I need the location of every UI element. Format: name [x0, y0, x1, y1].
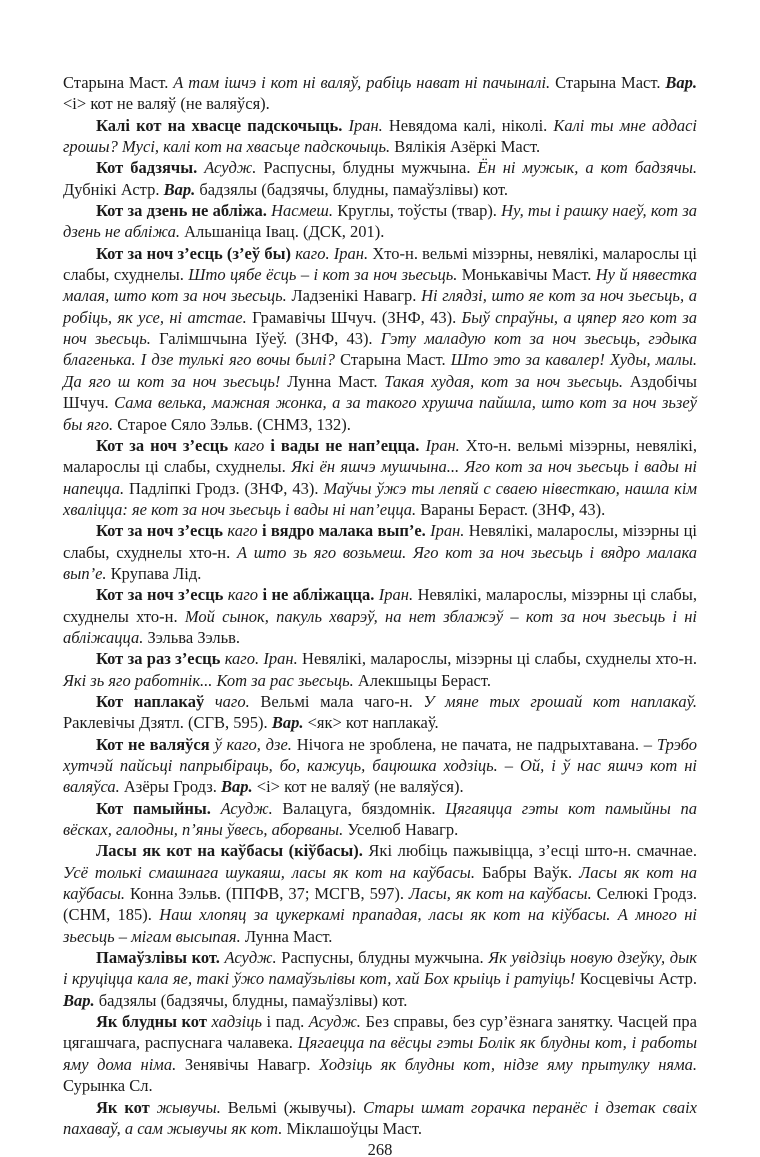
text-segment: <і> кот не валяў (не валяўся).: [63, 94, 270, 114]
text-segment: Ласы як кот на каўбасы (кіўбасы).: [96, 841, 369, 861]
text-segment: Насмеш.: [271, 201, 338, 221]
text-segment: Валацуга, бяздомнік.: [282, 798, 446, 818]
text-segment: Вар.: [271, 713, 308, 733]
text-segment: Кот не валяўся: [96, 734, 215, 754]
text-segment: Бабры Ваўк.: [481, 862, 580, 882]
text-segment: Лунна Маст.: [244, 926, 333, 946]
entry-kot-za-dzen-ne-ablizha: [63, 200, 697, 243]
text-segment: Кот за ноч з’есць: [96, 435, 235, 455]
text-segment: Кот наплакаў: [96, 691, 215, 711]
text-segment: Конна Зэльв. (ППФВ, 37; МСГВ, 597).: [129, 884, 409, 904]
text-segment: Раклевічы Дзятл. (СГВ, 595).: [63, 713, 272, 733]
text-segment: Невялікі, маларослы, мізэрны ці слабы, схуднелы хто-н.: [63, 521, 697, 562]
text-segment: Іран.: [348, 115, 389, 135]
entry-kot-ne-valyausya: [63, 734, 697, 798]
text-segment: Невялікі, маларослы, мізэрны ці слабы, схуднелы хто-н.: [63, 585, 698, 626]
text-segment: Старына Маст.: [340, 350, 451, 370]
text-segment: Без справы, без сур’ёзнага занятку. Часцей пра цягашчага, распуснага чалавека.: [63, 1012, 698, 1053]
text-segment: Ну, ты і рашку наеў, кот за дзень не абліжа.: [63, 201, 698, 242]
text-segment: Іран.: [425, 435, 466, 455]
text-segment: Стары шмат горачка перанёс і дзетак сваіх пахаваў, а сам жывучы як кот.: [63, 1097, 697, 1138]
text-segment: Невядома калі, ніколі.: [388, 115, 554, 135]
entry-continuation-kot-ne-valyau: [63, 72, 697, 115]
text-segment: Зэльва Зэльв.: [147, 627, 241, 647]
entry-kot-za-noch-zesc-i-vady-ne-napecca: [63, 435, 697, 520]
entry-kot-naplakau: [63, 691, 697, 734]
text-segment: Уселюб Навагр.: [347, 820, 459, 840]
text-segment: Крупава Лід.: [110, 563, 202, 583]
text-segment: Грамавічы Шчуч. (ЗНФ, 43).: [252, 307, 462, 327]
text-segment: Асудж.: [308, 1012, 366, 1032]
text-segment: Вельмі (жывучы).: [227, 1097, 364, 1117]
text-segment: Цягаяцца гэты кот памыйны па вёсках, галодны, п’яны ўвесь, аборваны.: [63, 798, 698, 840]
text-segment: А што зь яго возьмеш. Яго кот за ноч зьесьць і вядро малака вып’е.: [63, 542, 697, 583]
entry-kot-za-noch-zesc: [63, 243, 697, 435]
entry-kot-za-noch-zesc-i-vyadro-malaka: [63, 520, 697, 584]
text-segment: каго. Іран.: [295, 243, 373, 263]
text-segment: Калі кот на хвасце падскочыць.: [96, 115, 349, 135]
text-segment: Хто-н. вельмі мізэрны, невялікі, маларослы ці слабы, схуднелы.: [63, 435, 698, 477]
text-segment: чаго.: [214, 691, 261, 711]
text-segment: Кот за ноч з’есць: [96, 585, 228, 605]
text-segment: Старына Маст.: [63, 73, 174, 92]
text-segment: Асудж.: [224, 948, 282, 968]
text-segment: Вар.: [665, 73, 698, 92]
entry-kot-badzyachy: [63, 157, 697, 200]
text-segment: Асудж.: [204, 158, 264, 178]
text-segment: Маўчы ўжэ ты лепяй с сваею нівесткаю, нашла кім хваліцца: яе кот за ноч зьесьць і вады ні нап’ецца.: [63, 478, 698, 519]
text-segment: Як кот: [96, 1097, 157, 1117]
text-segment: каго. Іран.: [224, 649, 303, 669]
text-segment: Быў спраўны, а цяпер яго кот за ноч зьесьць.: [63, 307, 698, 349]
text-segment: Які любіць пажывіцца, з’есці што-н. смачнае.: [368, 841, 697, 861]
text-segment: Гэту маладую кот за ноч зьесьць, гэдыка благенька. І дзе тулькі яго вочы былі?: [63, 329, 697, 370]
text-segment: Дубнікі Астр.: [63, 179, 164, 199]
text-segment: Круглы, тоўсты (твар).: [337, 201, 502, 221]
text-segment: Старына Маст.: [555, 73, 666, 92]
text-segment: Такая худая, кот за ноч зьесьць.: [384, 371, 630, 391]
text-segment: Селюкі Гродз. (СНМ, 185).: [63, 884, 697, 925]
text-segment: Ён ні мужык, а кот бадзячы.: [477, 158, 697, 178]
text-segment: Наш хлопяц за цукеркамі прападая, ласы як кот на кіўбасы. А много ні зьесьць – мігам высыпая.: [63, 905, 697, 946]
text-segment: Што это за кавалер! Худы, малы. Да яго ш кот за ноч зьесьць!: [63, 350, 697, 391]
text-segment: Алекшыцы Бераст.: [357, 670, 491, 690]
text-segment: Вялікія Азёркі Маст.: [394, 137, 541, 157]
text-segment: Асудж.: [220, 798, 283, 818]
text-segment: Іран.: [378, 585, 418, 605]
text-segment: Азёры Гродз.: [123, 777, 221, 797]
text-segment: Распусны, блудны мужчына.: [281, 948, 489, 968]
text-segment: бадзялы (бадзячы, блудны, памаўзлівы) кот.: [199, 179, 508, 199]
text-segment: каго: [227, 521, 262, 541]
text-segment: бадзялы (бадзячы, блудны, памаўзлівы) кот.: [98, 990, 408, 1010]
text-segment: Памаўзлівы кот.: [96, 948, 225, 968]
text-segment: Монькавічы Маст.: [461, 265, 596, 285]
text-segment: Ласы як кот на каўбасы.: [63, 862, 697, 904]
text-segment: Распусны, блудны мужчына.: [263, 158, 478, 178]
text-segment: Кот за ноч з’есць (з’еў бы): [96, 243, 296, 263]
text-segment: жывучы.: [156, 1097, 228, 1117]
text-segment: Што цябе ёсць – і кот за ноч зьесьць.: [188, 265, 462, 285]
entry-lasy-yak-kot-na-kaubasy: [63, 840, 697, 947]
text-segment: Сурынка Сл.: [63, 1076, 153, 1096]
text-segment: Сама велька, мажная жонка, а за такого хрушча пайшла, што кот за ноч зьзеў бы яго.: [63, 393, 697, 434]
text-segment: Кот за ноч з’есць: [96, 521, 228, 541]
page-number: 268: [367, 1140, 393, 1157]
text-segment: Вар.: [163, 179, 200, 199]
text-segment: Зенявічы Навагр.: [184, 1054, 320, 1074]
text-segment: Кот памыйны.: [96, 798, 221, 818]
text-segment: ў каго, дзе.: [214, 734, 297, 754]
text-segment: Цягаецца па вёсцы гэты Болік як блудны кот, і работы яму дома німа.: [63, 1033, 697, 1074]
text-segment: Нічога не зроблена, не пачата, не падрыхтавана. –: [296, 734, 657, 754]
entry-kot-za-raz-zesc: [63, 648, 697, 691]
entry-kali-kot-na-hvasce-padskochyc: [63, 115, 697, 158]
text-segment: і не абліжацца.: [262, 585, 379, 605]
text-segment: Трэбо хутчэй пайсьці папрыбіраць, бо, кажуць, бацюшка ходзіць. – Ой, і ў нас яшчэ кот ні валяўса.: [63, 734, 697, 797]
text-segment: Кот бадзячы.: [96, 158, 205, 178]
text-segment: Ладзенікі Навагр.: [291, 286, 422, 306]
text-segment: Старое Сяло Зэльв. (СНМЗ, 132).: [117, 414, 351, 434]
text-segment: і пад.: [266, 1012, 309, 1032]
text-segment: Ходзіць як блудны кот, нідзе яму прытулку няма.: [319, 1054, 697, 1074]
text-segment: Аздобічы Шчуч.: [63, 371, 697, 413]
text-segment: <і> кот не валяў (не валяўся).: [256, 777, 464, 797]
text-segment: Лунна Маст.: [287, 371, 385, 391]
text-segment: Косцевічы Астр.: [579, 969, 697, 989]
text-segment: Мой сынок, пакуль хварэў, на нет зблажэў – кот за ноч зьесьць і ні абліжацца.: [63, 606, 697, 647]
text-segment: Вар.: [63, 990, 99, 1010]
text-segment: і вады не нап’ецца.: [270, 435, 426, 455]
text-segment: Хто-н. вельмі мізэрны, невялікі, маларослы ці слабы, схуднелы.: [63, 243, 697, 285]
text-segment: Ну й нявестка малая, што кот за ноч зьесьць.: [63, 265, 697, 306]
text-segment: <як> кот наплакаў.: [307, 713, 439, 733]
text-segment: і вядро малака вып’е.: [261, 521, 431, 541]
text-segment: Як увідзіць новую дзеўку, дык і круціцца кала яе, такі ўжо памаўзьлівы кот, хай Бох крыіць і ратуіць!: [63, 948, 697, 989]
text-segment: Вар.: [221, 777, 257, 797]
entry-yak-bludny-kot: [63, 1011, 697, 1096]
text-segment: Ні глядзі, што яе кот за ноч зьесьць, а робіць, як усе, ні атстае.: [63, 286, 697, 327]
text-segment: Як блудны кот: [96, 1012, 212, 1032]
text-segment: Ласы, як кот на каўбасы.: [408, 884, 597, 904]
text-segment: каго: [234, 435, 271, 455]
entries-container: [63, 72, 697, 1139]
text-segment: Іран.: [430, 521, 469, 541]
entry-yak-kot-zhyvuchy: [63, 1097, 697, 1140]
text-block: [63, 72, 697, 1157]
text-segment: Калі ты мне аддасі грошы? Мусі, калі кот на хвасьце падскочыць.: [63, 115, 697, 157]
text-segment: Які зь яго работнік... Кот за рас зьесьць.: [63, 670, 358, 690]
entry-pamauzlivy-kot: [63, 947, 697, 1011]
text-segment: Кот за раз з’есць: [96, 649, 225, 669]
text-segment: У мяне тых грошай кот наплакаў.: [423, 691, 698, 711]
text-segment: Вараны Бераст. (ЗНФ, 43).: [420, 499, 606, 519]
text-segment: Падліпкі Гродз. (ЗНФ, 43).: [129, 478, 324, 498]
text-segment: А там ішчэ і кот ні валяў, рабіць нават ні пачыналі.: [173, 73, 556, 92]
text-segment: Міклашоўцы Маст.: [286, 1118, 422, 1138]
text-segment: хадзіць: [211, 1012, 267, 1032]
text-segment: Які ён яшчэ мушчына... Яго кот за ноч зьесьць і вады ні напецца.: [63, 457, 697, 498]
text-segment: Усё толькі смашнага шукаяш, ласы як кот на каўбасы.: [63, 862, 482, 882]
text-segment: каго: [227, 585, 263, 605]
text-segment: Альшаніца Івац. (ДСК, 201).: [184, 222, 385, 242]
text-segment: Галімшчына Іўеў. (ЗНФ, 43).: [159, 329, 381, 349]
text-segment: Кот за дзень не абліжа.: [96, 201, 272, 221]
entry-kot-pamyjny: [63, 798, 697, 841]
entry-kot-za-noch-zesc-i-ne-ablizhacca: [63, 584, 697, 648]
text-segment: Невялікі, маларослы, мізэрны ці слабы, схуднелы хто-н.: [302, 649, 697, 669]
text-segment: Вельмі мала чаго-н.: [260, 691, 424, 711]
